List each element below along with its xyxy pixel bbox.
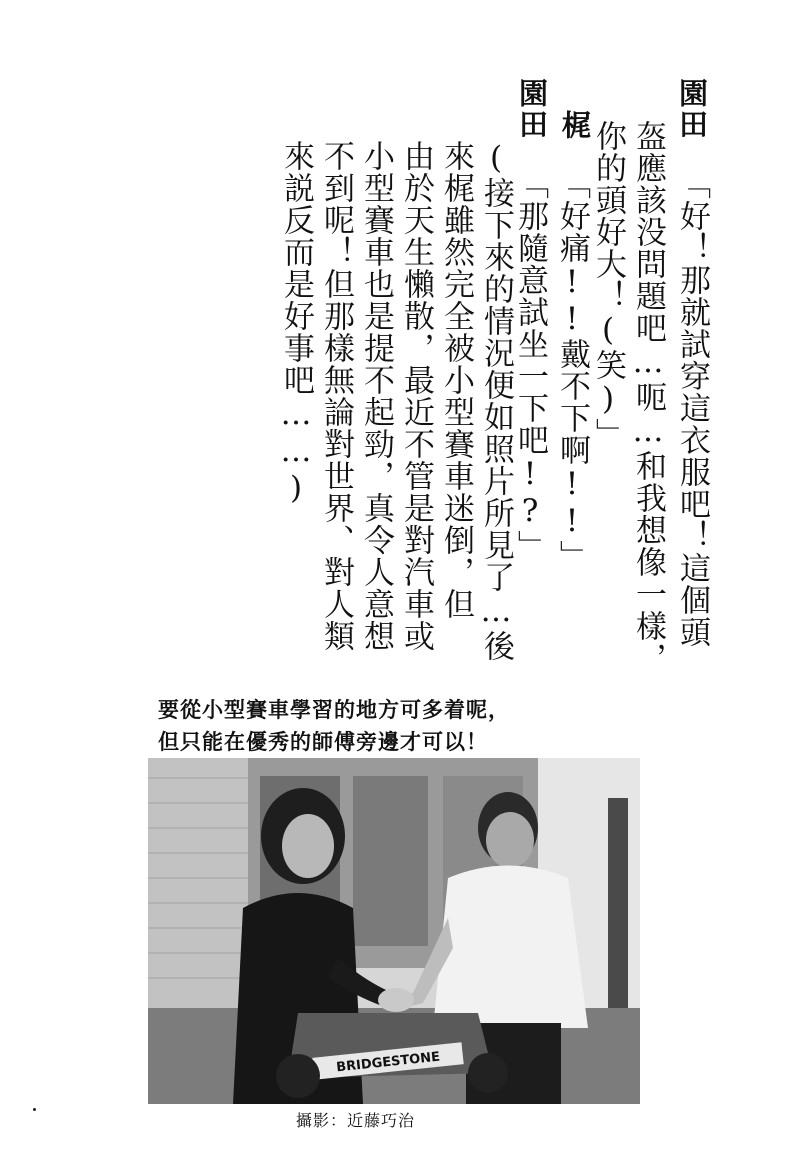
narration-line: 不到呢！但那樣無論對世界、對人類 xyxy=(318,140,354,652)
narration-line: 由於天生懶散，最近不管是對汽車或 xyxy=(398,140,434,652)
photo-illustration xyxy=(148,758,640,1104)
dialogue-line: 你的頭好大！(笑)」 xyxy=(590,120,626,450)
dialogue-line: 「好痛!!戴不下啊!!」 xyxy=(554,168,590,572)
photo-credit: 攝影：近藤巧治 xyxy=(296,1111,416,1130)
caption-line: 要從小型賽車學習的地方可多着呢， xyxy=(158,698,510,722)
kart-logo-text: BRIDGESTONE xyxy=(335,1049,441,1076)
speaker-label: 園田 xyxy=(515,78,549,140)
speaker-label: 梶 xyxy=(558,110,592,141)
dialogue-line: 「好！那就試穿這衣服吧！這個頭 xyxy=(674,168,710,648)
handshake-photo xyxy=(148,758,640,1104)
speaker-label: 園田 xyxy=(675,78,709,140)
page-mark xyxy=(33,1108,36,1111)
narration-line: (接下來的情況便如照片所見了…後 xyxy=(478,140,514,662)
dialogue-line: 「那隨意試坐一下吧!?」 xyxy=(512,168,548,562)
photo-caption xyxy=(158,694,658,758)
narration-line: 來梶雖然完全被小型賽車迷倒，但 xyxy=(438,140,474,620)
narration-line: 小型賽車也是提不起勁，真令人意想 xyxy=(358,140,394,652)
narration-line: 來説反而是好事吧……) xyxy=(278,140,314,507)
dialogue-line: 盔應該没問題吧…呃…和我想像一樣， xyxy=(630,120,666,674)
caption-line: 但只能在優秀的師傅旁邊才可以！ xyxy=(158,730,488,754)
